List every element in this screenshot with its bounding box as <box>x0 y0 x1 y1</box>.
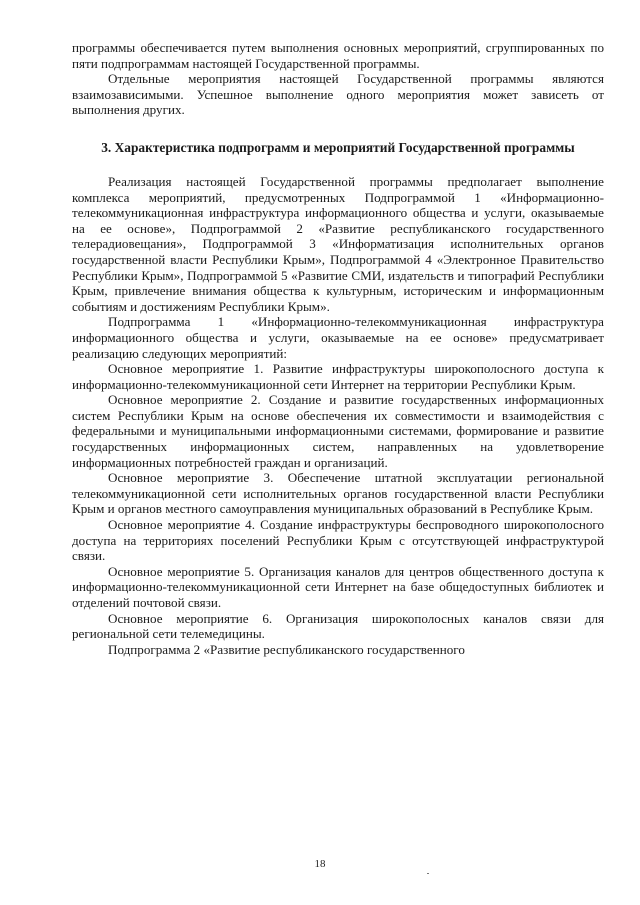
paragraph-continuation: программы обеспечивается путем выполнения основных мероприятий, сгруппированных по пяти подпрограммам настоящей Государственной программы. <box>72 40 604 71</box>
section-heading: 3. Характеристика подпрограмм и мероприятий Государственной программы <box>101 139 575 155</box>
paragraph-measure-5: Основное мероприятие 5. Организация каналов для центров общественного доступа к информационно-телекоммуникационной сети Интернет на базе общедоступных библиотек и отделений почтовой связи. <box>72 563 604 610</box>
paragraph-measure-6: Основное мероприятие 6. Организация широкополосных каналов связи для региональной сети телемедицины. <box>72 610 604 642</box>
paragraph-subprogram-1-intro: Подпрограмма 1 «Информационно-телекоммуникационная инфраструктура информационного общества и услуги, оказываемые на ее основе» предусматривает реализацию следующих мероприятий: <box>72 314 604 361</box>
document-body <box>72 40 604 657</box>
paragraph-measure-4: Основное мероприятие 4. Создание инфраструктуры беспроводного широкополосного доступа на территориях поселений Республики Крым с отсутствующей инфраструктурой связи. <box>72 517 604 564</box>
paragraph-program-overview: Реализация настоящей Государственной программы предполагает выполнение комплекса мероприятий, предусмотренных Подпрограммой 1 «Информационно-телекоммуникационная инфраструктура информационного общества и услуги, оказываемые на ее основе», Подпрограммой 2 «Развитие республиканского государственного телерадиовещания», Подпрограммой 3 «Информатизация исполнительных органов государственной власти Республики Крым», Подпрограммой 4 «Электронное Правительство Республики Крым», Подпрограммой 5 «Развитие СМИ, издательств и типографий Республики Крым, привлечение внимания общества к культурным, историческим и информационным событиям и достижениям Республики Крым». <box>72 173 604 314</box>
paragraph-measure-2: Основное мероприятие 2. Создание и развитие государственных информационных систем Республики Крым на основе обеспечения их совместимости и взаимодействия с федеральными и муниципальными информационными системами, формирование и развитие государственных информационных систем, направленных на удовлетворение информационных потребностей граждан и организаций. <box>72 392 604 470</box>
paragraph-measure-3: Основное мероприятие 3. Обеспечение штатной эксплуатации региональной телекоммуникационной сети исполнительных органов государственной власти Республики Крым и органов местного самоуправления муниципальных образований в Республике Крым. <box>72 470 604 517</box>
paragraph-subprogram-2-start: Подпрограмма 2 «Развитие республиканского государственного <box>108 641 465 657</box>
paragraph-measure-1: Основное мероприятие 1. Развитие инфраструктуры широкополосного доступа к информационно-телекоммуникационной сети Интернет на территории Республики Крым. <box>72 361 604 392</box>
paragraph-interdependence: Отдельные мероприятия настоящей Государственной программы являются взаимозависимыми. Успешное выполнение одного мероприятия может зависеть от выполнения других. <box>72 71 604 118</box>
page-number: 18 <box>314 858 326 870</box>
scan-speck <box>427 873 429 874</box>
